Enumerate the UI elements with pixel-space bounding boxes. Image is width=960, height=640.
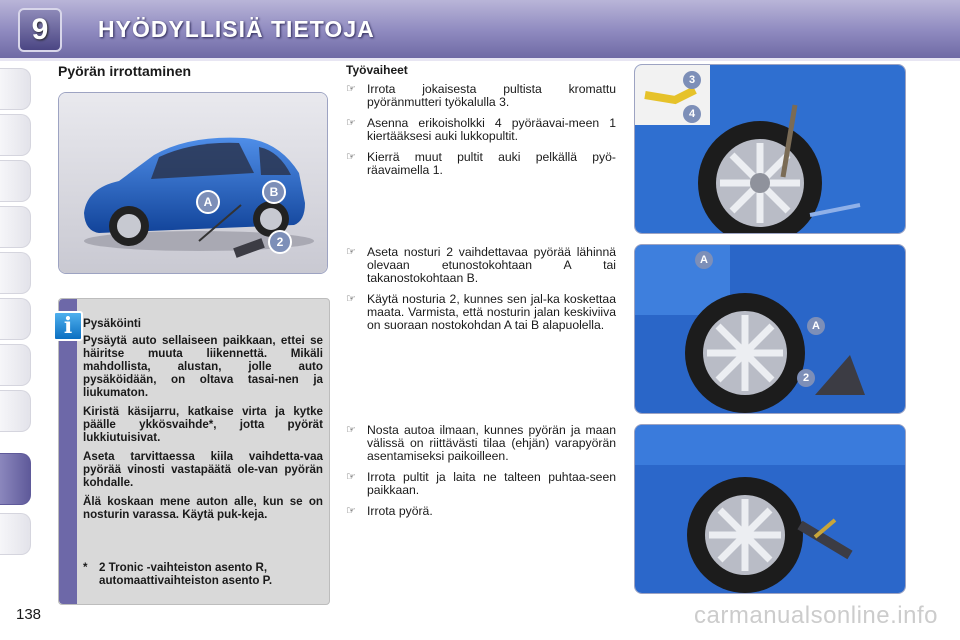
step-text: Asenna erikoisholkki 4 pyöräavai-meen 1 kiertääksesi auki lukkopultit. [367,116,616,143]
parking-info-box [58,298,330,605]
footnote [83,561,323,587]
steps-group-1 [346,64,616,185]
info-box-heading: Pysäköinti [83,317,141,330]
step-item [346,293,616,332]
callout-jack-point-b: B [262,180,286,204]
pointing-hand-icon: ☞ [346,117,356,129]
pointing-hand-icon: ☞ [346,151,356,163]
pointing-hand-icon: ☞ [346,424,356,436]
side-tab-5[interactable] [0,252,31,294]
side-tab-8[interactable] [0,390,31,432]
footnote-text: 2 Tronic -vaihteiston asento R, automaattivaihteiston asento P. [99,561,273,587]
step-item [346,117,616,143]
side-tab-10[interactable] [0,513,31,555]
pointing-hand-icon: ☞ [346,293,356,305]
callout-4: 4 [683,105,701,123]
step-text: Nosta autoa ilmaan, kunnes pyörän ja maan välissä on riittävästi tilaa (ehjän) varapyörän asentamiseksi paikoilleen. [367,423,616,463]
step-text: Irrota pultit ja laita ne talteen puhtaa-seen paikkaan. [367,470,616,497]
info-box-accent-strip [59,299,77,604]
callout-jack-point-a: A [196,190,220,214]
info-paragraph-2: Kiristä käsijarru, katkaise virta ja kytke päälle ykkösvaihde*, jotta pyörät lukkiutuisivat. [83,405,323,444]
side-tab-2[interactable] [0,114,31,156]
chapter-number-badge: 9 [18,8,62,52]
info-paragraph-3: Aseta tarvittaessa kiila vaihdetta-vaa pyörää vinosti vastapäätä ole-van pyörän kohdalle. [83,450,323,489]
header-divider [0,58,960,61]
step-text: Kierrä muut pultit auki pelkällä pyö-räavaimella 1. [367,150,616,177]
steps-group-3 [346,424,616,526]
steps-group-2 [346,246,616,340]
pointing-hand-icon: ☞ [346,83,356,95]
step-item [346,151,616,177]
side-tab-7[interactable] [0,344,31,386]
callout-a-top: A [695,251,713,269]
jack-positioning-illustration [634,244,906,414]
step-item [346,83,616,109]
pointing-hand-icon: ☞ [346,246,356,258]
side-tab-3[interactable] [0,160,31,202]
info-icon: i [53,311,83,341]
step-text: Irrota jokaisesta pultista kromattu pyöränmutteri työkalulla 3. [367,82,616,109]
steps-heading: Työvaiheet [346,63,408,77]
chapter-title: HYÖDYLLISIÄ TIETOJA [98,16,375,42]
callout-3: 3 [683,71,701,89]
pointing-hand-icon: ☞ [346,505,356,517]
footnote-star: * [83,561,88,574]
step-item [346,246,616,285]
step-text: Käytä nosturia 2, kunnes sen jal-ka koskettaa maata. Varmista, että nosturin jalan keskiviiva on suoraan nostokohdan A tai B alapuolella. [367,292,616,332]
info-box-content [83,317,323,527]
side-tab-1[interactable] [0,68,31,110]
chapter-side-tabs [0,68,34,573]
watermark: carmanualsonline.info [694,602,938,629]
step-text: Irrota pyörä. [367,504,433,518]
side-tab-4[interactable] [0,206,31,248]
step-item [346,471,616,497]
callout-jack-2: 2 [797,369,815,387]
callout-jack: 2 [268,230,292,254]
wheel-lifted-illustration [634,424,906,594]
info-paragraph-1: Pysäytä auto sellaiseen paikkaan, ettei se häiritse muuta liikennettä. Mikäli mahdollista, alustan, jolle auto pysäköidään, on oltava tasai-nen ja liukumaton. [83,334,323,399]
step-item [346,424,616,463]
page-number: 138 [16,606,42,623]
step-text: Aseta nosturi 2 vaihdettavaa pyörää lähinnä olevaan etunostokohtaan A tai takanostokohtaan B. [367,245,616,285]
wheel-bolt-removal-illustration [634,64,906,234]
pointing-hand-icon: ☞ [346,471,356,483]
side-tab-active[interactable] [0,453,31,505]
callout-a-side: A [807,317,825,335]
side-tab-6[interactable] [0,298,31,340]
section-title: Pyörän irrottaminen [58,63,192,79]
step-item [346,505,616,518]
info-paragraph-4: Älä koskaan mene auton alle, kun se on nosturin varassa. Käytä puk-keja. [83,495,323,521]
